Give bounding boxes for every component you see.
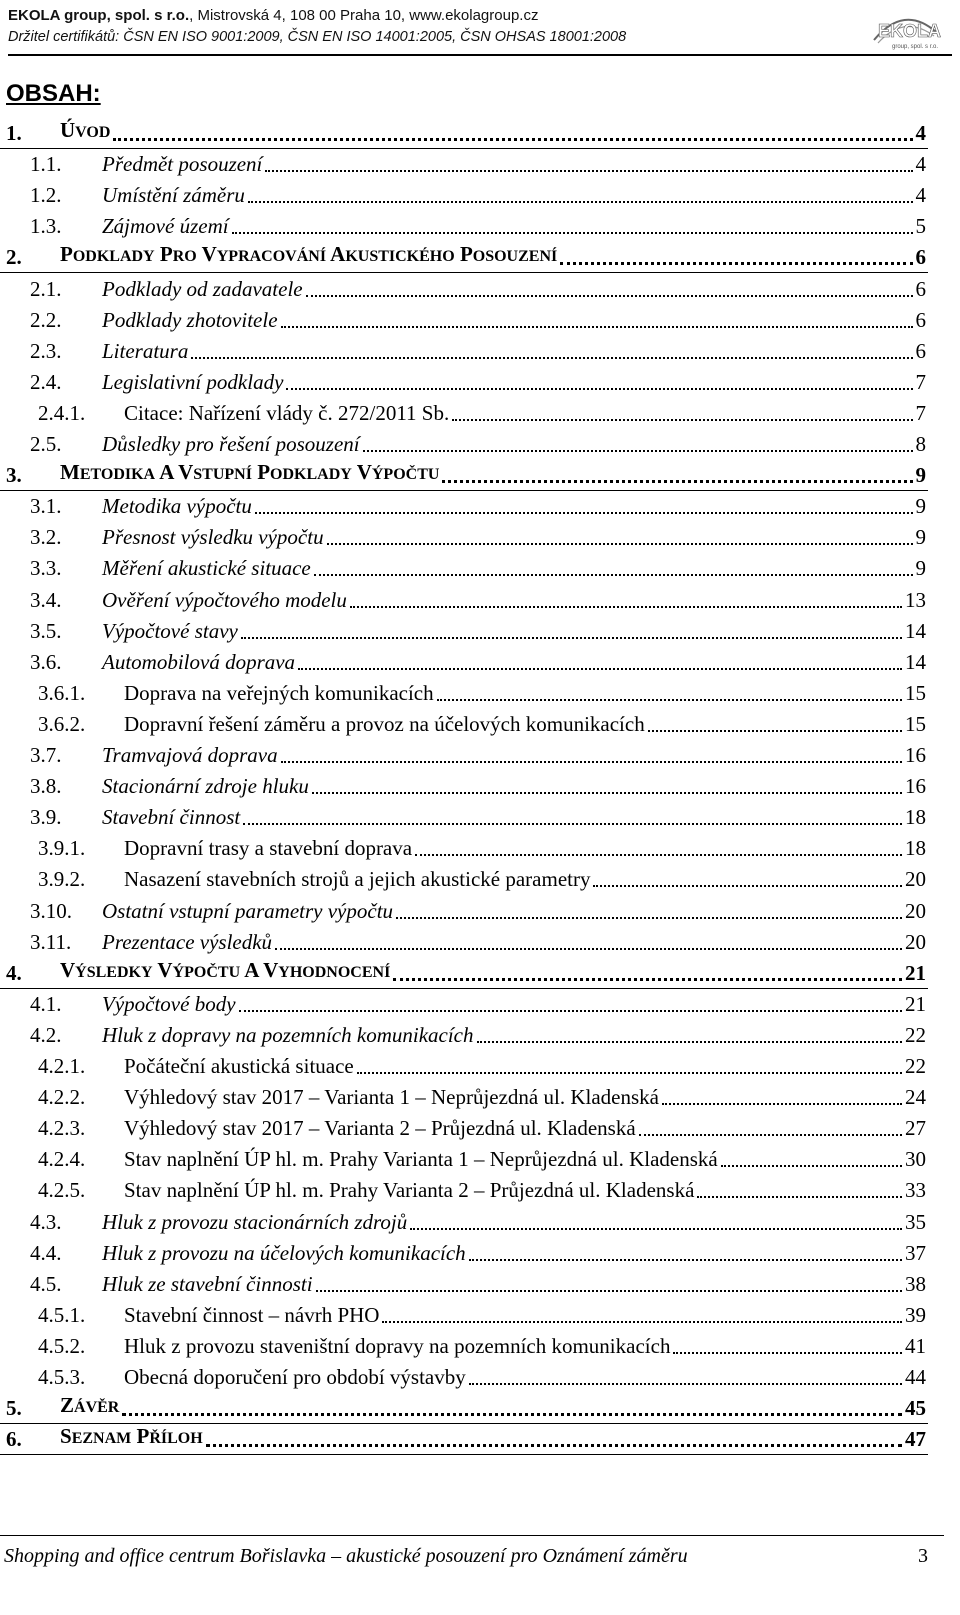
toc-entry-title: Důsledky pro řešení posouzení <box>102 432 360 456</box>
toc-entry-title: Umístění záměru <box>102 183 245 208</box>
toc-entry-page: 8 <box>915 432 926 456</box>
toc-entry-title: Nasazení stavebních strojů a jejich akustické parametry <box>124 867 591 892</box>
toc-entry-title: Hluk z provozu staveništní dopravy na pozemních komunikacích <box>124 1333 671 1358</box>
toc-entry-number: 3.5. <box>30 618 62 643</box>
toc-entry[interactable] <box>0 678 928 708</box>
toc-entry-title: PODKLADY PRO VYPRACOVÁNÍ AKUSTICKÉHO POSOUZENÍ <box>60 242 558 267</box>
toc-entry[interactable] <box>0 771 928 801</box>
toc-dot-leader <box>477 1041 903 1043</box>
toc-entry[interactable] <box>0 460 928 491</box>
toc-entry[interactable] <box>0 429 928 459</box>
toc-dot-leader <box>697 1196 902 1198</box>
toc-entry-title: Předmět posouzení <box>102 152 263 177</box>
toc-entry-title: Hluk z dopravy na pozemních komunikacích <box>102 1022 474 1047</box>
toc-dot-leader <box>721 1165 902 1167</box>
toc-entry[interactable] <box>0 1020 928 1050</box>
toc-entry[interactable] <box>0 1207 928 1237</box>
toc-dot-leader <box>560 262 912 265</box>
toc-dot-leader <box>357 1072 902 1074</box>
toc-entry-page: 21 <box>905 960 926 985</box>
toc-entry-title: Stav naplnění ÚP hl. m. Prahy Varianta 1 – Neprůjezdná ul. Kladenská <box>124 1147 718 1172</box>
toc-entry-title: Přesnost výsledku výpočtu <box>102 525 324 550</box>
toc-dot-leader <box>312 792 902 794</box>
toc-dot-leader <box>410 1228 902 1230</box>
toc-entry-title: Měření akustické situace <box>102 556 311 581</box>
toc-entry-number: 3.3. <box>30 556 62 581</box>
toc-entry-page: 7 <box>915 400 926 425</box>
toc-entry-number: 4.3. <box>30 1209 62 1234</box>
toc-entry-page: 4 <box>915 183 926 208</box>
toc-entry-title: SEZNAM PŘÍLOH <box>60 1424 203 1449</box>
toc-entry[interactable] <box>0 1238 928 1268</box>
toc-entry-title: Citace: Nařízení vlády č. 272/2011 Sb. <box>124 400 450 425</box>
toc-entry-page: 35 <box>905 1209 926 1234</box>
toc-dot-leader <box>437 699 902 701</box>
toc-entry-title: Stacionární zdroje hluku <box>102 774 309 799</box>
toc-entry-page: 24 <box>905 1085 926 1110</box>
toc-entry-page: 20 <box>905 929 926 954</box>
toc-entry-title: VÝSLEDKY VÝPOČTU A VYHODNOCENÍ <box>60 957 391 982</box>
toc-entry-title: Tramvajová doprava <box>102 743 278 767</box>
toc-dot-leader <box>316 1290 902 1292</box>
toc-entry-number: 3.6.2. <box>38 711 86 736</box>
toc-entry[interactable] <box>0 242 928 273</box>
toc-entry-page: 21 <box>905 991 926 1016</box>
toc-entry-number: 2.4.1. <box>38 400 86 425</box>
toc-entry-page: 41 <box>905 1333 926 1358</box>
toc-entry-number: 1.2. <box>30 183 62 208</box>
toc-dot-leader <box>396 917 902 919</box>
toc-entry-number: 4.4. <box>30 1240 62 1265</box>
toc-entry-title: Výpočtové body <box>102 991 236 1016</box>
toc-entry-number: 4.5.2. <box>38 1333 86 1358</box>
toc-entry-number: 3.8. <box>30 774 62 799</box>
toc-entry[interactable] <box>0 149 928 179</box>
toc-entry[interactable] <box>0 585 928 615</box>
toc-entry[interactable] <box>0 1424 928 1455</box>
toc-dot-leader <box>673 1352 902 1354</box>
toc-entry-page: 16 <box>905 774 926 799</box>
toc-dot-leader <box>469 1383 902 1385</box>
toc-dot-leader <box>255 512 913 514</box>
toc-dot-leader <box>350 606 902 608</box>
toc-dot-leader <box>286 388 912 390</box>
toc-entry-page: 20 <box>905 898 926 923</box>
toc-entry-title: Stavební činnost – návrh PHO <box>124 1302 380 1327</box>
toc-entry-page: 7 <box>915 369 926 394</box>
toc-entry-page: 18 <box>905 805 926 830</box>
toc-entry-number: 3.4. <box>30 587 62 612</box>
toc-dot-leader <box>265 170 912 172</box>
toc-entry-number: 4.5. <box>30 1271 62 1296</box>
ekola-logo <box>864 10 944 52</box>
toc-dot-leader <box>363 450 913 452</box>
toc-entry-number: 4.2. <box>30 1022 62 1047</box>
toc-dot-leader <box>298 668 902 670</box>
toc-entry-page: 27 <box>905 1116 926 1141</box>
toc-dot-leader <box>469 1259 902 1261</box>
toc-entry[interactable] <box>0 1082 928 1112</box>
toc-dot-leader <box>243 823 902 825</box>
toc-entry-page: 9 <box>915 525 926 550</box>
toc-entry-page: 22 <box>905 1022 926 1047</box>
toc-entry-number: 1.1. <box>30 152 62 177</box>
toc-entry[interactable] <box>0 896 928 926</box>
toc-entry[interactable] <box>0 647 928 677</box>
toc-entry-number: 3.2. <box>30 525 62 550</box>
toc-entry-number: 4.2.5. <box>38 1178 86 1203</box>
toc-entry[interactable] <box>0 958 928 989</box>
toc-entry-title: Hluk ze stavební činnosti <box>102 1271 313 1296</box>
header-divider <box>8 54 952 56</box>
toc-entry-page: 5 <box>915 214 926 239</box>
toc-entry[interactable] <box>0 1300 928 1330</box>
toc-dot-leader <box>382 1321 902 1323</box>
toc-entry-number: 3.9.1. <box>38 836 86 861</box>
toc-entry[interactable] <box>0 367 928 397</box>
toc-entry[interactable] <box>0 616 928 646</box>
footer-page-number: 3 <box>918 1545 928 1567</box>
toc-entry-number: 4.5.3. <box>38 1365 86 1389</box>
toc-entry[interactable] <box>0 989 928 1019</box>
toc-entry-title: Literatura <box>102 338 189 363</box>
toc-entry-title: ZÁVĚR <box>60 1393 120 1418</box>
toc-entry[interactable] <box>0 553 928 583</box>
toc-dot-leader <box>393 978 902 981</box>
toc-entry-page: 6 <box>915 338 926 363</box>
toc-entry-number: 2.5. <box>30 432 62 456</box>
toc-entry-number: 2.1. <box>30 276 62 301</box>
toc-entry[interactable] <box>0 398 928 428</box>
toc-dot-leader <box>248 201 913 203</box>
toc-dot-leader <box>206 1444 902 1447</box>
toc-entry[interactable] <box>0 802 928 832</box>
toc-entry-number: 2. <box>6 245 22 270</box>
toc-entry-title: Výpočtové stavy <box>102 618 238 643</box>
toc-entry-title: Stavební činnost <box>102 805 241 830</box>
toc-entry-page: 16 <box>905 743 926 767</box>
toc-entry[interactable] <box>0 522 928 552</box>
toc-entry-page: 45 <box>905 1396 926 1421</box>
toc-entry-title: Dopravní trasy a stavební doprava <box>124 836 413 861</box>
toc-entry-page: 4 <box>915 152 926 177</box>
footer-document-title: Shopping and office centrum Bořislavka – akustické posouzení pro Oznámení záměru <box>4 1545 688 1567</box>
toc-entry-number: 2.2. <box>30 307 62 332</box>
toc-entry-number: 4.2.1. <box>38 1054 86 1078</box>
toc-entry-page: 18 <box>905 836 926 861</box>
toc-entry-title: Prezentace výsledků <box>102 929 273 954</box>
toc-entry-page: 4 <box>915 121 926 145</box>
toc-entry[interactable] <box>0 1331 928 1361</box>
toc-dot-leader <box>327 543 913 545</box>
toc-entry[interactable] <box>0 211 928 241</box>
footer-divider <box>0 1535 944 1536</box>
toc-entry[interactable] <box>0 274 928 304</box>
toc-entry-page: 22 <box>905 1054 926 1078</box>
company-line <box>8 6 952 26</box>
toc-entry[interactable] <box>0 305 928 335</box>
toc-dot-leader <box>593 885 902 887</box>
toc-entry-page: 15 <box>905 711 926 736</box>
toc-entry-page: 6 <box>915 307 926 332</box>
toc-entry-page: 6 <box>915 245 926 270</box>
toc-entry-number: 5. <box>6 1396 22 1421</box>
toc-heading: OBSAH: <box>6 80 101 107</box>
toc-dot-leader <box>241 637 902 639</box>
toc-entry-title: Výhledový stav 2017 – Varianta 2 – Průjezdná ul. Kladenská <box>124 1116 636 1141</box>
toc-entry-title: Podklady zhotovitele <box>102 307 278 332</box>
toc-entry-page: 38 <box>905 1271 926 1296</box>
toc-entry-number: 3.7. <box>30 743 62 767</box>
logo-wordmark: EKOLA <box>878 21 941 41</box>
toc-entry-title: Počáteční akustická situace <box>124 1054 354 1078</box>
toc-entry[interactable] <box>0 118 928 149</box>
toc-entry-number: 3.9.2. <box>38 867 86 892</box>
toc-entry-page: 13 <box>905 587 926 612</box>
toc-dot-leader <box>275 948 902 950</box>
toc-dot-leader <box>639 1134 902 1136</box>
toc-entry[interactable] <box>0 927 928 957</box>
toc-entry[interactable] <box>0 709 928 739</box>
toc-entry[interactable] <box>0 864 928 894</box>
toc-entry-page: 30 <box>905 1147 926 1172</box>
toc-dot-leader <box>281 326 913 328</box>
toc-entry-number: 2.4. <box>30 369 62 394</box>
toc-entry-page: 47 <box>905 1427 926 1452</box>
toc-entry-title: Legislativní podklady <box>102 369 284 394</box>
toc-entry-page: 37 <box>905 1240 926 1265</box>
toc-dot-leader <box>232 232 913 234</box>
toc-entry-number: 3.10. <box>30 898 72 923</box>
toc-dot-leader <box>191 357 912 359</box>
toc-entry-number: 3.11. <box>30 929 72 954</box>
toc-dot-leader <box>306 295 913 297</box>
toc-entry-number: 3.6.1. <box>38 680 86 705</box>
toc-dot-leader <box>314 574 913 576</box>
toc-entry-number: 1.3. <box>30 214 62 239</box>
toc-dot-leader <box>415 854 902 856</box>
toc-entry-title: Automobilová doprava <box>102 649 296 674</box>
toc-entry-page: 39 <box>905 1302 926 1327</box>
toc-entry-number: 4.5.1. <box>38 1302 86 1327</box>
toc-entry-title: Ověření výpočtového modelu <box>102 587 347 612</box>
toc-entry-page: 14 <box>905 618 926 643</box>
toc-entry-number: 3. <box>6 463 22 488</box>
page-header <box>8 6 952 54</box>
toc-entry-page: 44 <box>905 1365 926 1389</box>
company-name: EKOLA group, spol. s r.o. <box>8 7 190 24</box>
toc-entry-page: 9 <box>915 463 926 488</box>
toc-entry-title: METODIKA A VSTUPNÍ PODKLADY VÝPOČTU <box>60 460 440 485</box>
toc-dot-leader <box>239 1010 902 1012</box>
toc-entry-number: 2.3. <box>30 338 62 363</box>
toc-entry-number: 4.2.2. <box>38 1085 86 1110</box>
toc-entry-number: 3.1. <box>30 494 62 519</box>
toc-entry-title: Výhledový stav 2017 – Varianta 1 – Neprůjezdná ul. Kladenská <box>124 1085 659 1110</box>
toc-entry[interactable] <box>0 180 928 210</box>
toc-entry[interactable] <box>0 1393 928 1424</box>
toc-entry-page: 14 <box>905 649 926 674</box>
toc-entry[interactable] <box>0 1362 928 1392</box>
toc-entry-title: Hluk z provozu stacionárních zdrojů <box>102 1209 408 1234</box>
toc-entry-number: 3.9. <box>30 805 62 830</box>
toc-entry-number: 3.6. <box>30 649 62 674</box>
toc-entry-number: 6. <box>6 1427 22 1452</box>
toc-entry-number: 4.2.4. <box>38 1147 86 1172</box>
toc-entry-title: Zájmové území <box>102 214 229 239</box>
toc-entry[interactable] <box>0 740 928 770</box>
toc-dot-leader <box>442 480 912 483</box>
toc-entry-page: 9 <box>915 556 926 581</box>
toc-entry-number: 4.2.3. <box>38 1116 86 1141</box>
toc-entry-title: Metodika výpočtu <box>102 494 252 519</box>
toc-entry[interactable] <box>0 833 928 863</box>
toc-entry-number: 4.1. <box>30 991 62 1016</box>
certificates-line: Držitel certifikátů: ČSN EN ISO 9001:2009, ČSN EN ISO 14001:2005, ČSN OHSAS 18001:2008 <box>8 29 627 45</box>
toc-entry-page: 20 <box>905 867 926 892</box>
toc-entry-page: 9 <box>915 494 926 519</box>
toc-entry-page: 33 <box>905 1178 926 1203</box>
toc-entry[interactable] <box>0 1113 928 1143</box>
toc-entry-title: Dopravní řešení záměru a provoz na účelových komunikacích <box>124 711 645 736</box>
toc-dot-leader <box>122 1413 902 1416</box>
toc-entry-title: ÚVOD <box>60 118 111 142</box>
toc-entry[interactable] <box>0 491 928 521</box>
toc-entry[interactable] <box>0 336 928 366</box>
company-address: , Mistrovská 4, 108 00 Praha 10, www.ekolagroup.cz <box>189 7 539 24</box>
toc-entry-title: Obecná doporučení pro období výstavby <box>124 1365 466 1389</box>
toc-dot-leader <box>113 138 912 141</box>
toc-entry-page: 15 <box>905 680 926 705</box>
toc-entry[interactable] <box>0 1175 928 1205</box>
toc-entry-number: 1. <box>6 121 22 145</box>
toc-entry-number: 4. <box>6 960 22 985</box>
toc-entry-title: Podklady od zadavatele <box>102 276 303 301</box>
toc-entry[interactable] <box>0 1144 928 1174</box>
toc-entry-title: Doprava na veřejných komunikacích <box>124 680 434 705</box>
toc-entry[interactable] <box>0 1051 928 1081</box>
toc-dot-leader <box>662 1103 902 1105</box>
toc-entry-title: Stav naplnění ÚP hl. m. Prahy Varianta 2 – Průjezdná ul. Kladenská <box>124 1178 695 1203</box>
toc-entry-title: Ostatní vstupní parametry výpočtu <box>102 898 394 923</box>
toc-entry-page: 6 <box>915 276 926 301</box>
toc-entry-title: Hluk z provozu na účelových komunikacích <box>102 1240 466 1265</box>
toc-entry[interactable] <box>0 1269 928 1299</box>
toc-dot-leader <box>452 419 912 421</box>
page-footer <box>0 1535 944 1575</box>
logo-subtext: group, spol. s r.o. <box>892 44 939 50</box>
toc-dot-leader <box>281 761 902 763</box>
toc-dot-leader <box>648 730 902 732</box>
